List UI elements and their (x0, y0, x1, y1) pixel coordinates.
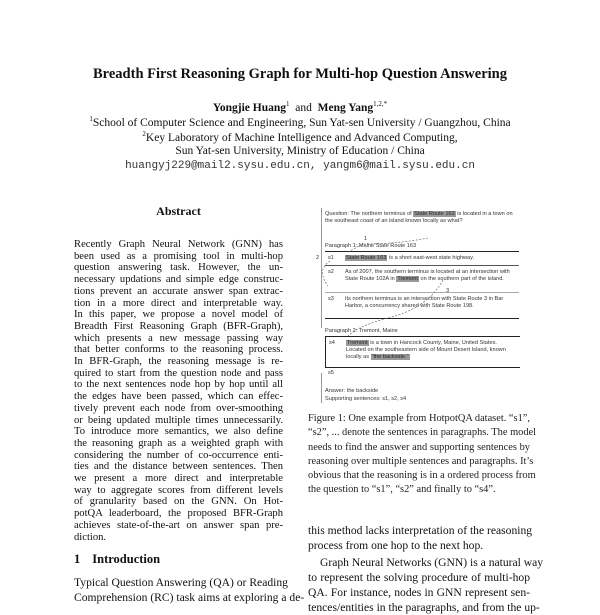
paper-title: Breadth First Reasoning Graph for Multi-hop Question Answering (93, 66, 507, 82)
affiliation-text: School of Computer Science and Engineering, Sun Yat-sen University / Guangzhou, China (92, 116, 511, 129)
question-text: is located in a town on the southeast coast of an island known locally as what? (325, 211, 513, 225)
sentence-text: is a short east-west state highway. (389, 255, 475, 261)
text-line: tences/entities in the paragraphs, and from the up- (308, 601, 540, 614)
section-heading-introduction (74, 552, 283, 567)
text-line: been used as a promising tool in multi-hop (74, 250, 283, 262)
paragraph-1-title: Paragraph 1: Maine State Route 163 (325, 243, 417, 249)
highlighted-entity: State Route 163 (346, 255, 387, 261)
text-line: tions prevent an accurate answer span extrac- (74, 285, 283, 297)
author-name: Meng Yang (317, 101, 374, 114)
abstract-heading: Abstract (156, 204, 201, 218)
text-line: obvious that the reasoning is in a ordered process from (308, 470, 536, 482)
text-line: To introduce more semantics, we also define (74, 426, 283, 438)
text-line: QA. For instance, nodes in GNN represent sen- (308, 586, 530, 599)
section-number: 1 (74, 552, 81, 566)
text-line: reasoning over multiple sentences and paragraphs. It’s (308, 455, 534, 467)
sentence-label: s2 (328, 269, 334, 275)
sentence-s3: Its northern terminus is an intersection with State Route 3 in Bar Harbor, a concurrency shared with State Route 198. (345, 296, 504, 310)
text-line: tion in a more direct and interpretable way. (74, 297, 283, 309)
text-line: process from one hop to the next hop. (308, 539, 484, 552)
figure-caption (308, 412, 537, 498)
sentence-label: s1 (328, 255, 334, 261)
text-line: In BFR-Graph, the reasoning message is re- (74, 356, 283, 368)
text-line: we present a more direct and interpretable (74, 473, 283, 485)
figure-answer: Answer: the backside (325, 388, 379, 394)
highlighted-entity: Tremont (347, 340, 368, 346)
text-line: Figure 1: One example from HotpotQA dataset. “s1”, (308, 413, 530, 424)
text-line: the question to “s1”, “s2” and finally to “s4”. (308, 484, 496, 496)
sentence-label: s4 (329, 340, 335, 346)
text-line: Graph Neural Networks (GNN) is a natural way (320, 556, 544, 569)
text-line: this method lacks interpretation of the reasoning (308, 524, 533, 537)
right-column-body (308, 523, 544, 615)
affiliation-text: Sun Yat-sen University, Ministry of Education / China (175, 145, 425, 157)
affiliation-text: Key Laboratory of Machine Intelligence and Advanced Computing, (145, 131, 458, 144)
highlighted-entity: Tremont (397, 276, 418, 283)
highlighted-answer: "the backside." (371, 354, 409, 361)
text-line: Breadth First Reasoning Graph (BFR-Graph), (74, 320, 283, 332)
text-line: or being updated multiple times unnecessarily. (74, 414, 283, 426)
text-line: the reasoning graph as a weighted graph with (74, 437, 283, 449)
text-line: necessary updations and simple edge construc- (74, 274, 283, 286)
text-line: achieves state-of-the-art on answer span pre- (74, 519, 283, 531)
affiliation (0, 145, 600, 157)
author-emails: huangyj229@mail2.sysu.edu.cn, yangm6@mail.sysu.edu.cn (125, 160, 475, 172)
text-line: question answering task. However, the un- (74, 262, 283, 274)
figure-1 (318, 208, 523, 408)
text-line: ties and the distance between sentences. Then (74, 461, 283, 473)
authors (0, 100, 600, 114)
hop-label: 1 (364, 236, 368, 242)
affiliation (0, 130, 600, 144)
text-line: Recently Graph Neural Network (GNN) has (74, 239, 283, 250)
figure-supporting-sentences: Supporting sentences: s1, s2, s4 (325, 396, 407, 402)
text-line: which presents a new message passing way (74, 332, 283, 344)
abstract-body (74, 239, 283, 543)
author-sup: 1,2,* (373, 100, 388, 108)
text-line: Comprehension (RC) task aims at exploring a de- (74, 591, 305, 604)
text-line: Typical Question Answering (QA) or Reading (74, 576, 288, 589)
affiliation (0, 115, 600, 129)
sentence-label: s3 (328, 296, 334, 302)
text-line: quired to start from the question node and pass (74, 367, 283, 379)
introduction-body (74, 575, 305, 605)
authors-and: and (295, 101, 312, 114)
section-title: Introduction (92, 552, 161, 566)
author-sup: 1 (286, 100, 290, 108)
affiliation-sup: 2 (142, 130, 146, 138)
question-text: Question: The northern terminus of (325, 211, 412, 217)
reasoning-arrows (318, 208, 523, 408)
hop-label: 3 (446, 288, 450, 294)
author-name: Yongjie Huang (212, 101, 287, 114)
text-line: of granularity based on the GNN. On Hot- (74, 496, 283, 508)
highlighted-entity: State Route 163 (414, 211, 455, 217)
sentence-text: As of 2007, the southern terminus is located at an intersection with State Route 102A in (345, 269, 510, 283)
text-line: considering the number of co-occurrence enti- (74, 449, 283, 461)
text-line: In this paper, we propose a novel model of (74, 309, 283, 321)
text-line: tively prevent each node from over-smoothing (74, 402, 283, 414)
paragraph-2-title: Paragraph 2: Tremont, Maine (325, 328, 398, 334)
sentence-text: is a town in Hancock County, Maine, United States. Located on the southeastern side of Mount Desert Island, known locally as (346, 340, 506, 361)
text-line: the edges have been passed, which can effec- (74, 391, 283, 403)
sentence-text: on the southern part of the island. (420, 276, 504, 283)
affiliation-sup: 1 (89, 115, 93, 123)
hop-label: 2 (316, 255, 320, 261)
sentence-label: s5 (328, 370, 334, 376)
text-line: way to aggregate scores from different levels (74, 484, 283, 496)
text-line: to the next sentences node hop by hop until all (74, 379, 283, 391)
text-line: needs to find the answer and supporting sentences by (308, 441, 530, 453)
text-line: to represent the solving procedure of multi-hop (308, 571, 530, 584)
text-line: potQA leaderboard, the proposed BFR-Graph (74, 508, 283, 520)
text-line: diction. (74, 531, 107, 543)
text-line: “s2”, ... denote the sentences in paragraphs. The model (308, 427, 537, 439)
text-line: that better conforms to the reasoning process. (74, 344, 283, 356)
